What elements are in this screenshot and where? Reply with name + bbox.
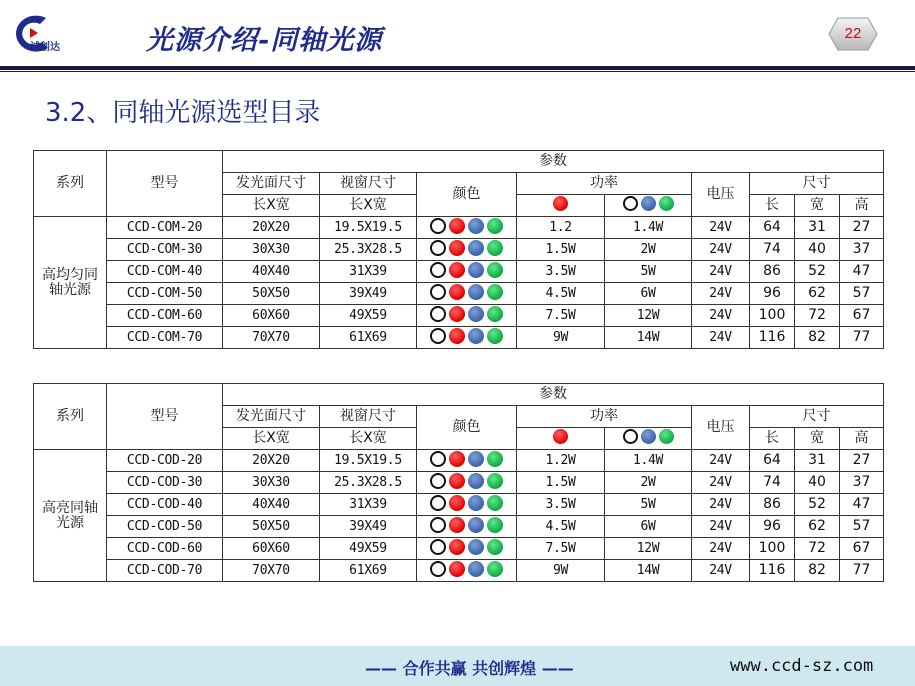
table-row [34, 560, 884, 582]
window-size-cell: 61X69 [320, 560, 417, 582]
table-row [34, 305, 884, 327]
red-light-icon [449, 328, 465, 344]
blue-light-icon [468, 306, 484, 322]
length-cell: 116 [750, 327, 795, 349]
header-params: 参数 [223, 151, 884, 173]
color-cell [417, 327, 517, 349]
color-cell [417, 305, 517, 327]
height-cell: 47 [840, 494, 884, 516]
green-light-icon [659, 429, 674, 444]
power-other-cell: 5W [605, 494, 692, 516]
table-row [34, 538, 884, 560]
red-light-icon [553, 196, 568, 211]
window-size-cell: 49X59 [320, 305, 417, 327]
emit-size-cell: 70X70 [223, 560, 320, 582]
green-light-icon [487, 306, 503, 322]
power-other-cell: 12W [605, 305, 692, 327]
window-size-cell: 19.5X19.5 [320, 217, 417, 239]
color-cell [417, 217, 517, 239]
header-length: 长 [750, 428, 795, 450]
power-other-cell: 6W [605, 283, 692, 305]
white-light-icon [430, 539, 446, 555]
power-red-cell: 4.5W [517, 283, 605, 305]
footer-bar [0, 646, 915, 686]
power-other-cell: 1.4W [605, 217, 692, 239]
emit-size-cell: 40X40 [223, 261, 320, 283]
green-light-icon [487, 517, 503, 533]
table-row [34, 327, 884, 349]
voltage-cell: 24V [692, 538, 750, 560]
table-row [34, 516, 884, 538]
emit-size-cell: 60X60 [223, 538, 320, 560]
power-other-header [605, 195, 692, 217]
window-size-cell: 39X49 [320, 283, 417, 305]
header-color: 颜色 [417, 406, 517, 450]
width-cell: 62 [795, 283, 840, 305]
length-cell: 86 [750, 261, 795, 283]
white-light-icon [430, 517, 446, 533]
model-cell: CCD-COD-70 [107, 560, 223, 582]
color-cell [417, 261, 517, 283]
model-cell: CCD-COD-40 [107, 494, 223, 516]
green-light-icon [487, 284, 503, 300]
header-emit-size: 发光面尺寸 [223, 406, 320, 428]
power-red-header [517, 428, 605, 450]
length-cell: 116 [750, 560, 795, 582]
header-voltage: 电压 [692, 406, 750, 450]
emit-size-cell: 20X20 [223, 217, 320, 239]
width-cell: 40 [795, 239, 840, 261]
red-light-icon [553, 429, 568, 444]
height-cell: 67 [840, 538, 884, 560]
power-other-cell: 1.4W [605, 450, 692, 472]
length-cell: 96 [750, 283, 795, 305]
window-size-cell: 39X49 [320, 516, 417, 538]
height-cell: 77 [840, 327, 884, 349]
window-size-cell: 61X69 [320, 327, 417, 349]
header-divider [0, 66, 915, 70]
blue-light-icon [468, 240, 484, 256]
spec-table-bright [33, 383, 884, 582]
header-dimensions: 尺寸 [750, 406, 884, 428]
emit-size-cell: 20X20 [223, 450, 320, 472]
green-light-icon [659, 196, 674, 211]
power-red-cell: 1.5W [517, 239, 605, 261]
window-size-cell: 49X59 [320, 538, 417, 560]
blue-light-icon [468, 262, 484, 278]
voltage-cell: 24V [692, 283, 750, 305]
width-cell: 82 [795, 327, 840, 349]
power-red-cell: 7.5W [517, 305, 605, 327]
color-cell [417, 283, 517, 305]
header-height: 高 [840, 195, 884, 217]
red-light-icon [449, 451, 465, 467]
header-length: 长 [750, 195, 795, 217]
voltage-cell: 24V [692, 217, 750, 239]
header-window-lxw: 长X宽 [320, 195, 417, 217]
color-cell [417, 239, 517, 261]
model-cell: CCD-COD-50 [107, 516, 223, 538]
width-cell: 31 [795, 450, 840, 472]
width-cell: 52 [795, 261, 840, 283]
table-row [34, 494, 884, 516]
blue-light-icon [468, 495, 484, 511]
voltage-cell: 24V [692, 472, 750, 494]
table-row [34, 450, 884, 472]
white-light-icon [623, 429, 638, 444]
header-height: 高 [840, 428, 884, 450]
header-emit-lxw: 长X宽 [223, 195, 320, 217]
color-cell [417, 450, 517, 472]
length-cell: 64 [750, 450, 795, 472]
power-other-cell: 12W [605, 538, 692, 560]
series-name: 高均匀同轴光源 [34, 217, 107, 349]
power-other-cell: 14W [605, 327, 692, 349]
blue-light-icon [468, 473, 484, 489]
white-light-icon [430, 495, 446, 511]
power-other-cell: 2W [605, 239, 692, 261]
header-power: 功率 [517, 406, 692, 428]
header-divider-thin [0, 71, 915, 72]
red-light-icon [449, 561, 465, 577]
red-light-icon [449, 218, 465, 234]
voltage-cell: 24V [692, 261, 750, 283]
blue-light-icon [468, 218, 484, 234]
page-number: 22 [844, 25, 862, 42]
color-cell [417, 494, 517, 516]
red-light-icon [449, 284, 465, 300]
red-light-icon [449, 262, 465, 278]
power-other-header [605, 428, 692, 450]
width-cell: 62 [795, 516, 840, 538]
emit-size-cell: 50X50 [223, 516, 320, 538]
power-red-cell: 1.2 [517, 217, 605, 239]
emit-size-cell: 30X30 [223, 472, 320, 494]
white-light-icon [430, 473, 446, 489]
header-model: 型号 [107, 151, 223, 217]
emit-size-cell: 40X40 [223, 494, 320, 516]
model-cell: CCD-COD-60 [107, 538, 223, 560]
height-cell: 27 [840, 217, 884, 239]
header-window-size: 视窗尺寸 [320, 173, 417, 195]
model-cell: CCD-COM-70 [107, 327, 223, 349]
white-light-icon [430, 328, 446, 344]
footer-slogan: —— 合作共赢 共创辉煌 —— [365, 659, 574, 678]
power-red-cell: 3.5W [517, 261, 605, 283]
white-light-icon [430, 306, 446, 322]
blue-light-icon [641, 429, 656, 444]
blue-light-icon [641, 196, 656, 211]
header-color: 颜色 [417, 173, 517, 217]
length-cell: 74 [750, 239, 795, 261]
header-power: 功率 [517, 173, 692, 195]
width-cell: 72 [795, 305, 840, 327]
green-light-icon [487, 328, 503, 344]
height-cell: 57 [840, 283, 884, 305]
header-emit-size: 发光面尺寸 [223, 173, 320, 195]
length-cell: 74 [750, 472, 795, 494]
length-cell: 64 [750, 217, 795, 239]
emit-size-cell: 50X50 [223, 283, 320, 305]
header-voltage: 电压 [692, 173, 750, 217]
white-light-icon [623, 196, 638, 211]
model-cell: CCD-COD-30 [107, 472, 223, 494]
blue-light-icon [468, 561, 484, 577]
header-model: 型号 [107, 384, 223, 450]
height-cell: 77 [840, 560, 884, 582]
footer-website: www.ccd-sz.com [730, 656, 874, 676]
blue-light-icon [468, 451, 484, 467]
width-cell: 40 [795, 472, 840, 494]
green-light-icon [487, 262, 503, 278]
table-row [34, 472, 884, 494]
green-light-icon [487, 451, 503, 467]
power-other-cell: 6W [605, 516, 692, 538]
red-light-icon [449, 517, 465, 533]
height-cell: 57 [840, 516, 884, 538]
voltage-cell: 24V [692, 494, 750, 516]
height-cell: 37 [840, 472, 884, 494]
voltage-cell: 24V [692, 516, 750, 538]
red-light-icon [449, 240, 465, 256]
power-red-cell: 7.5W [517, 538, 605, 560]
page-number-badge [828, 17, 878, 51]
green-light-icon [487, 539, 503, 555]
white-light-icon [430, 240, 446, 256]
voltage-cell: 24V [692, 239, 750, 261]
section-title: 3.2、同轴光源选型目录 [45, 98, 321, 128]
power-red-header [517, 195, 605, 217]
table-row [34, 217, 884, 239]
color-cell [417, 516, 517, 538]
window-size-cell: 19.5X19.5 [320, 450, 417, 472]
height-cell: 27 [840, 450, 884, 472]
color-cell [417, 560, 517, 582]
green-light-icon [487, 473, 503, 489]
power-red-cell: 9W [517, 327, 605, 349]
color-cell [417, 472, 517, 494]
model-cell: CCD-COM-20 [107, 217, 223, 239]
width-cell: 72 [795, 538, 840, 560]
power-other-cell: 5W [605, 261, 692, 283]
power-other-cell: 2W [605, 472, 692, 494]
model-cell: CCD-COM-50 [107, 283, 223, 305]
green-light-icon [487, 495, 503, 511]
white-light-icon [430, 262, 446, 278]
model-cell: CCD-COM-30 [107, 239, 223, 261]
red-light-icon [449, 539, 465, 555]
window-size-cell: 31X39 [320, 494, 417, 516]
power-red-cell: 4.5W [517, 516, 605, 538]
green-light-icon [487, 218, 503, 234]
power-red-cell: 9W [517, 560, 605, 582]
header-emit-lxw: 长X宽 [223, 428, 320, 450]
height-cell: 37 [840, 239, 884, 261]
window-size-cell: 31X39 [320, 261, 417, 283]
spec-table-uniform [33, 150, 884, 349]
length-cell: 96 [750, 516, 795, 538]
width-cell: 82 [795, 560, 840, 582]
power-red-cell: 3.5W [517, 494, 605, 516]
width-cell: 31 [795, 217, 840, 239]
voltage-cell: 24V [692, 560, 750, 582]
page-header-title: 光源介绍-同轴光源 [146, 25, 383, 56]
height-cell: 47 [840, 261, 884, 283]
voltage-cell: 24V [692, 327, 750, 349]
white-light-icon [430, 218, 446, 234]
model-cell: CCD-COD-20 [107, 450, 223, 472]
length-cell: 86 [750, 494, 795, 516]
emit-size-cell: 60X60 [223, 305, 320, 327]
green-light-icon [487, 240, 503, 256]
red-light-icon [449, 495, 465, 511]
model-cell: CCD-COM-60 [107, 305, 223, 327]
power-red-cell: 1.2W [517, 450, 605, 472]
window-size-cell: 25.3X28.5 [320, 472, 417, 494]
white-light-icon [430, 561, 446, 577]
length-cell: 100 [750, 305, 795, 327]
red-light-icon [449, 473, 465, 489]
table-row [34, 261, 884, 283]
width-cell: 52 [795, 494, 840, 516]
emit-size-cell: 30X30 [223, 239, 320, 261]
header-series: 系列 [34, 384, 107, 450]
blue-light-icon [468, 517, 484, 533]
blue-light-icon [468, 539, 484, 555]
header-dimensions: 尺寸 [750, 173, 884, 195]
header-window-lxw: 长X宽 [320, 428, 417, 450]
length-cell: 100 [750, 538, 795, 560]
green-light-icon [487, 561, 503, 577]
voltage-cell: 24V [692, 450, 750, 472]
emit-size-cell: 70X70 [223, 327, 320, 349]
header-width: 宽 [795, 195, 840, 217]
header-params: 参数 [223, 384, 884, 406]
header-series: 系列 [34, 151, 107, 217]
color-cell [417, 538, 517, 560]
blue-light-icon [468, 284, 484, 300]
table-row [34, 283, 884, 305]
header-width: 宽 [795, 428, 840, 450]
logo-text: 诚创达 [30, 42, 60, 53]
white-light-icon [430, 451, 446, 467]
window-size-cell: 25.3X28.5 [320, 239, 417, 261]
model-cell: CCD-COM-40 [107, 261, 223, 283]
voltage-cell: 24V [692, 305, 750, 327]
blue-light-icon [468, 328, 484, 344]
red-light-icon [449, 306, 465, 322]
series-name: 高亮同轴光源 [34, 450, 107, 582]
header-window-size: 视窗尺寸 [320, 406, 417, 428]
height-cell: 67 [840, 305, 884, 327]
white-light-icon [430, 284, 446, 300]
power-other-cell: 14W [605, 560, 692, 582]
table-row [34, 239, 884, 261]
power-red-cell: 1.5W [517, 472, 605, 494]
